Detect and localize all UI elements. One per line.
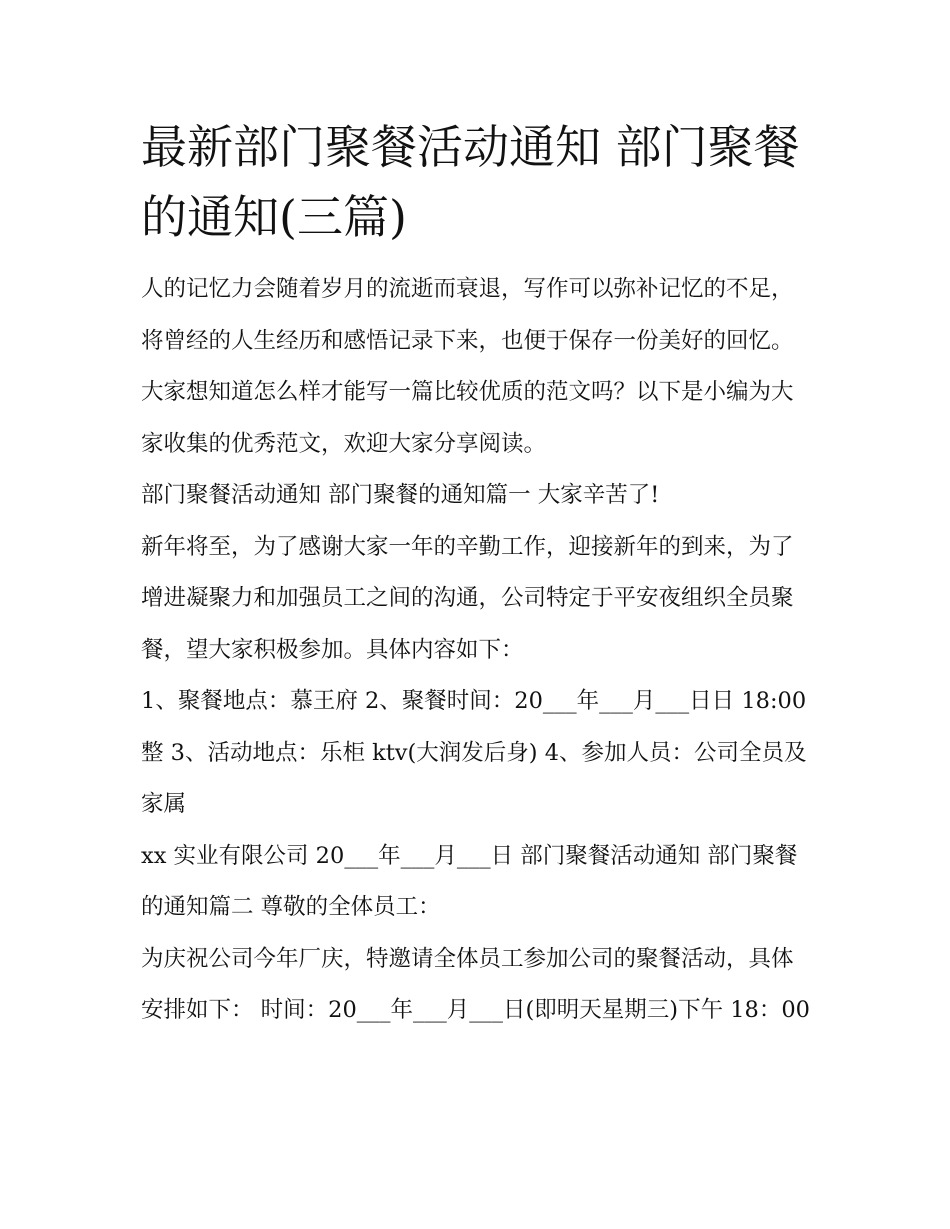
paragraph-notice-one-heading: 部门聚餐活动通知 部门聚餐的通知篇一 大家辛苦了! <box>141 482 660 508</box>
paragraph-notice-one-body: 新年将至，为了感谢大家一年的辛勤工作，迎接新年的到来，为了增进凝聚力和加强员工之间的沟通，公司特定于平安夜组织全员聚餐，望大家积极参加。具体内容如下： <box>141 533 794 663</box>
paragraph-notice-one-details: 1、聚餐地点：慕王府 2、聚餐时间：20___年___月___日日 18:00 整 3、活动地点：乐柜 ktv(大润发后身) 4、参加人员：公司全员及家属 <box>141 688 807 817</box>
paragraph-intro: 人的记忆力会随着岁月的流逝而衰退，写作可以弥补记忆的不足，将曾经的人生经历和感悟记录下来，也便于保存一份美好的回忆。大家想知道怎么样才能写一篇比较优质的范文吗？以下是小编为大家收集的优秀范文，欢迎大家分享阅读。 <box>141 276 794 457</box>
document-title: 最新部门聚餐活动通知 部门聚餐的通知(三篇) <box>141 120 800 244</box>
paragraph-notice-two-body: 为庆祝公司今年厂庆，特邀请全体员工参加公司的聚餐活动，具体安排如下： 时间：20___年___月___日(即明天星期三)下午 18：00 <box>141 945 811 1023</box>
document-body <box>141 112 813 1037</box>
paragraph-notice-two-heading: xx 实业有限公司 20___年___月___日 部门聚餐活动通知 部门聚餐的通知篇二 尊敬的全体员工： <box>141 842 798 920</box>
